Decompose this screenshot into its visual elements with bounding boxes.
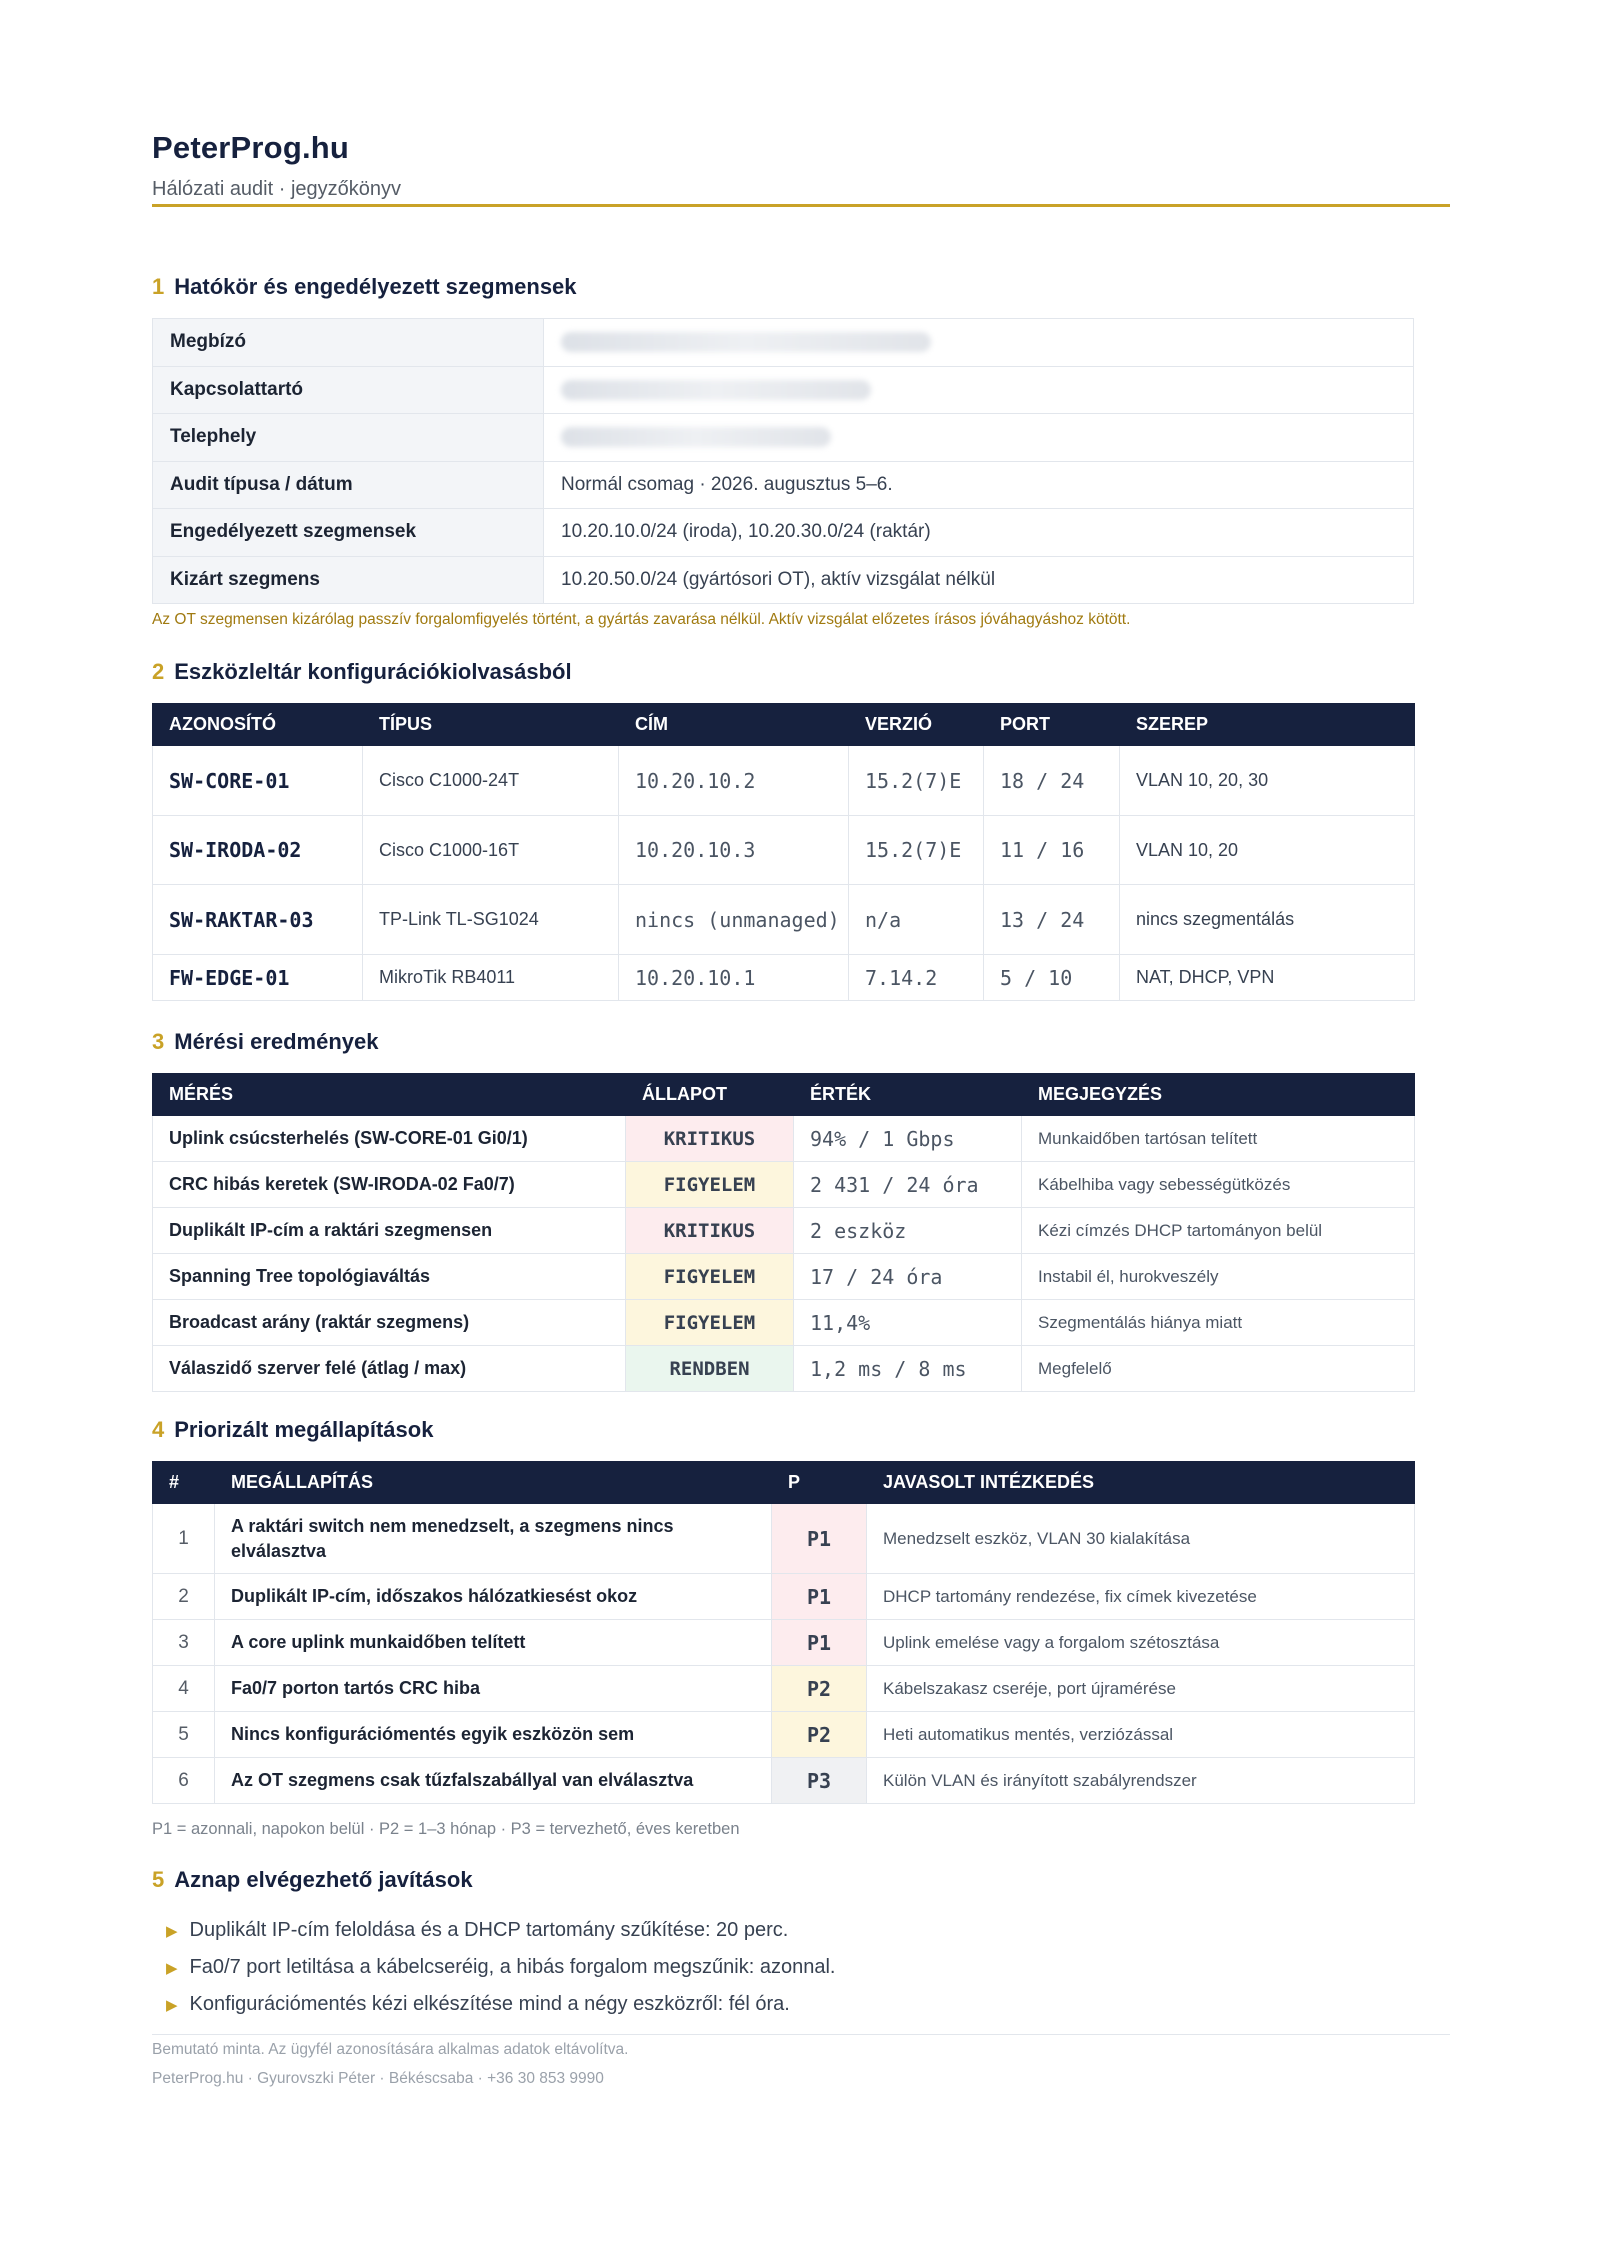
table-header-row [153, 1074, 1415, 1116]
device-type: TP-Link TL-SG1024 [363, 885, 619, 955]
table-row [153, 746, 1415, 816]
quick-fix-text: Konfigurációmentés kézi elkészítése mind a négy eszközről: fél óra. [189, 1993, 790, 2015]
scope-value: 10.20.10.0/24 (iroda), 10.20.30.0/24 (raktár) [544, 509, 1414, 557]
section-4-heading: Priorizált megállapítások [174, 1417, 434, 1442]
recommended-action: Menedzselt eszköz, VLAN 30 kialakítása [867, 1504, 1415, 1574]
list-item [152, 1986, 835, 2023]
priority-badge: P1 [772, 1504, 867, 1574]
table-row [153, 1208, 1415, 1254]
quick-fix-text: Fa0/7 port letiltása a kábelcseréig, a hibás forgalom megszűnik: azonnal. [189, 1956, 836, 1978]
scope-key: Telephely [153, 414, 544, 462]
status-badge: FIGYELEM [626, 1254, 794, 1300]
status-badge: KRITIKUS [626, 1116, 794, 1162]
column-header: VERZIÓ [849, 704, 984, 746]
recommended-action: Uplink emelése vagy a forgalom szétosztása [867, 1620, 1415, 1666]
table-header-row [153, 1462, 1415, 1504]
measurement-name: CRC hibás keretek (SW-IRODA-02 Fa0/7) [153, 1162, 626, 1208]
recommended-action: DHCP tartomány rendezése, fix címek kivezetése [867, 1574, 1415, 1620]
table-row [153, 1758, 1415, 1804]
section-3-title [152, 1029, 378, 1055]
finding-number: 2 [153, 1574, 215, 1620]
finding-text: A core uplink munkaidőben telített [215, 1620, 772, 1666]
finding-text: A raktári switch nem menedzselt, a szegmens nincs elválasztva [215, 1504, 772, 1574]
section-5-heading: Aznap elvégezhető javítások [174, 1867, 473, 1892]
table-row [153, 1574, 1415, 1620]
scope-value-redacted [544, 319, 1414, 367]
device-role: VLAN 10, 20 [1120, 816, 1415, 885]
device-address: nincs (unmanaged) [619, 885, 849, 955]
column-header: MEGÁLLAPÍTÁS [215, 1462, 772, 1504]
table-header-row [153, 704, 1415, 746]
priority-badge: P1 [772, 1620, 867, 1666]
redacted-value [561, 427, 831, 447]
table-row [153, 1620, 1415, 1666]
section-1-number: 1 [152, 274, 165, 299]
finding-text: Duplikált IP-cím, időszakos hálózatkiesést okoz [215, 1574, 772, 1620]
column-header: JAVASOLT INTÉZKEDÉS [867, 1462, 1415, 1504]
measurements-table [152, 1073, 1415, 1392]
table-row [153, 1346, 1415, 1392]
redacted-value [561, 380, 871, 400]
section-2-heading: Eszközleltár konfigurációkiolvasásból [174, 659, 572, 684]
priority-badge: P2 [772, 1712, 867, 1758]
finding-text: Nincs konfigurációmentés egyik eszközön sem [215, 1712, 772, 1758]
table-row [153, 556, 1414, 604]
table-row [153, 414, 1414, 462]
measurement-note: Kábelhiba vagy sebességütközés [1022, 1162, 1415, 1208]
column-header: SZEREP [1120, 704, 1415, 746]
measurement-note: Megfelelő [1022, 1346, 1415, 1392]
triangle-right-icon: ▶ [166, 1959, 178, 1977]
device-role: VLAN 10, 20, 30 [1120, 746, 1415, 816]
footer-contact: PeterProg.hu · Gyurovszki Péter · Békéscsaba · +36 30 853 9990 [152, 2070, 604, 2087]
device-address: 10.20.10.2 [619, 746, 849, 816]
table-row [153, 1666, 1415, 1712]
header-divider [152, 204, 1450, 207]
table-row [153, 366, 1414, 414]
finding-text: Fa0/7 porton tartós CRC hiba [215, 1666, 772, 1712]
scope-key: Audit típusa / dátum [153, 461, 544, 509]
scope-value: 10.20.50.0/24 (gyártósori OT), aktív vizsgálat nélkül [544, 556, 1414, 604]
finding-number: 1 [153, 1504, 215, 1574]
table-row [153, 1712, 1415, 1758]
section-3-number: 3 [152, 1029, 165, 1054]
device-type: Cisco C1000-16T [363, 816, 619, 885]
column-header: ÁLLAPOT [626, 1074, 794, 1116]
recommended-action: Heti automatikus mentés, verziózással [867, 1712, 1415, 1758]
scope-key: Megbízó [153, 319, 544, 367]
column-header: ÉRTÉK [794, 1074, 1022, 1116]
device-id: SW-CORE-01 [153, 746, 363, 816]
column-header: CÍM [619, 704, 849, 746]
scope-value: Normál csomag · 2026. augusztus 5–6. [544, 461, 1414, 509]
measurement-value: 2 eszköz [794, 1208, 1022, 1254]
table-row [153, 461, 1414, 509]
measurement-value: 2 431 / 24 óra [794, 1162, 1022, 1208]
table-row [153, 885, 1415, 955]
list-item [152, 1912, 835, 1949]
priority-badge: P1 [772, 1574, 867, 1620]
device-address: 10.20.10.1 [619, 955, 849, 1001]
table-row [153, 509, 1414, 557]
device-type: Cisco C1000-24T [363, 746, 619, 816]
status-badge: FIGYELEM [626, 1162, 794, 1208]
brand-title: PeterProg.hu [152, 130, 350, 165]
device-version: n/a [849, 885, 984, 955]
device-ports: 18 / 24 [984, 746, 1120, 816]
finding-number: 6 [153, 1758, 215, 1804]
column-header: AZONOSÍTÓ [153, 704, 363, 746]
measurement-name: Spanning Tree topológiaváltás [153, 1254, 626, 1300]
measurement-name: Uplink csúcsterhelés (SW-CORE-01 Gi0/1) [153, 1116, 626, 1162]
column-header: PORT [984, 704, 1120, 746]
triangle-right-icon: ▶ [166, 1996, 178, 2014]
section-1-heading: Hatókör és engedélyezett szegmensek [174, 274, 577, 299]
measurement-note: Instabil él, hurokveszély [1022, 1254, 1415, 1300]
table-row [153, 1254, 1415, 1300]
measurement-name: Válaszidő szerver felé (átlag / max) [153, 1346, 626, 1392]
scope-value-redacted [544, 366, 1414, 414]
scope-key: Kapcsolattartó [153, 366, 544, 414]
device-role: NAT, DHCP, VPN [1120, 955, 1415, 1001]
measurement-value: 17 / 24 óra [794, 1254, 1022, 1300]
priority-badge: P3 [772, 1758, 867, 1804]
device-id: SW-RAKTAR-03 [153, 885, 363, 955]
status-badge: RENDBEN [626, 1346, 794, 1392]
measurement-value: 94% / 1 Gbps [794, 1116, 1022, 1162]
status-badge: KRITIKUS [626, 1208, 794, 1254]
recommended-action: Kábelszakasz cseréje, port újramérése [867, 1666, 1415, 1712]
ot-scope-note: Az OT szegmensen kizárólag passzív forgalomfigyelés történt, a gyártás zavarása nélkül. Aktív vizsgálat előzetes írásos jóváhagyáshoz kötött. [152, 611, 1131, 628]
device-address: 10.20.10.3 [619, 816, 849, 885]
finding-text: Az OT szegmens csak tűzfalszabállyal van elválasztva [215, 1758, 772, 1804]
table-row [153, 1162, 1415, 1208]
column-header: MEGJEGYZÉS [1022, 1074, 1415, 1116]
table-row [153, 816, 1415, 885]
device-version: 15.2(7)E [849, 746, 984, 816]
status-badge: FIGYELEM [626, 1300, 794, 1346]
findings-table [152, 1461, 1415, 1804]
scope-table [152, 318, 1414, 604]
measurement-value: 11,4% [794, 1300, 1022, 1346]
priority-legend: P1 = azonnali, napokon belül · P2 = 1–3 hónap · P3 = tervezhető, éves keretben [152, 1820, 740, 1838]
finding-number: 4 [153, 1666, 215, 1712]
footer-disclaimer: Bemutató minta. Az ügyfél azonosítására alkalmas adatok eltávolítva. [152, 2041, 629, 2058]
section-3-heading: Mérési eredmények [174, 1029, 379, 1054]
column-header: MÉRÉS [153, 1074, 626, 1116]
table-row [153, 1504, 1415, 1574]
measurement-value: 1,2 ms / 8 ms [794, 1346, 1022, 1392]
scope-key: Engedélyezett szegmensek [153, 509, 544, 557]
finding-number: 5 [153, 1712, 215, 1758]
section-5-title [152, 1867, 473, 1893]
list-item [152, 1949, 835, 1986]
measurement-note: Munkaidőben tartósan telített [1022, 1116, 1415, 1162]
footer-divider [152, 2034, 1450, 2035]
device-role: nincs szegmentálás [1120, 885, 1415, 955]
section-2-number: 2 [152, 659, 165, 684]
table-row [153, 1116, 1415, 1162]
inventory-table [152, 703, 1415, 1001]
table-row [153, 1300, 1415, 1346]
device-type: MikroTik RB4011 [363, 955, 619, 1001]
section-4-number: 4 [152, 1417, 165, 1442]
section-1-title [152, 274, 577, 300]
section-4-title [152, 1417, 433, 1443]
device-ports: 13 / 24 [984, 885, 1120, 955]
column-header: P [772, 1462, 867, 1504]
section-2-title [152, 659, 572, 685]
measurement-name: Broadcast arány (raktár szegmens) [153, 1300, 626, 1346]
device-ports: 11 / 16 [984, 816, 1120, 885]
device-id: FW-EDGE-01 [153, 955, 363, 1001]
redacted-value [561, 332, 931, 352]
priority-badge: P2 [772, 1666, 867, 1712]
scope-key: Kizárt szegmens [153, 556, 544, 604]
scope-value-redacted [544, 414, 1414, 462]
device-ports: 5 / 10 [984, 955, 1120, 1001]
quick-fix-text: Duplikált IP-cím feloldása és a DHCP tartomány szűkítése: 20 perc. [189, 1919, 789, 1941]
table-row [153, 955, 1415, 1001]
column-header: TÍPUS [363, 704, 619, 746]
device-id: SW-IRODA-02 [153, 816, 363, 885]
recommended-action: Külön VLAN és irányított szabályrendszer [867, 1758, 1415, 1804]
measurement-note: Szegmentálás hiánya miatt [1022, 1300, 1415, 1346]
column-header: # [153, 1462, 215, 1504]
section-5-number: 5 [152, 1867, 165, 1892]
device-version: 7.14.2 [849, 955, 984, 1001]
triangle-right-icon: ▶ [166, 1922, 178, 1940]
table-row [153, 319, 1414, 367]
device-version: 15.2(7)E [849, 816, 984, 885]
finding-number: 3 [153, 1620, 215, 1666]
quick-fixes-list [152, 1912, 835, 2023]
document-subtitle: Hálózati audit · jegyzőkönyv [152, 178, 402, 200]
measurement-name: Duplikált IP-cím a raktári szegmensen [153, 1208, 626, 1254]
measurement-note: Kézi címzés DHCP tartományon belül [1022, 1208, 1415, 1254]
